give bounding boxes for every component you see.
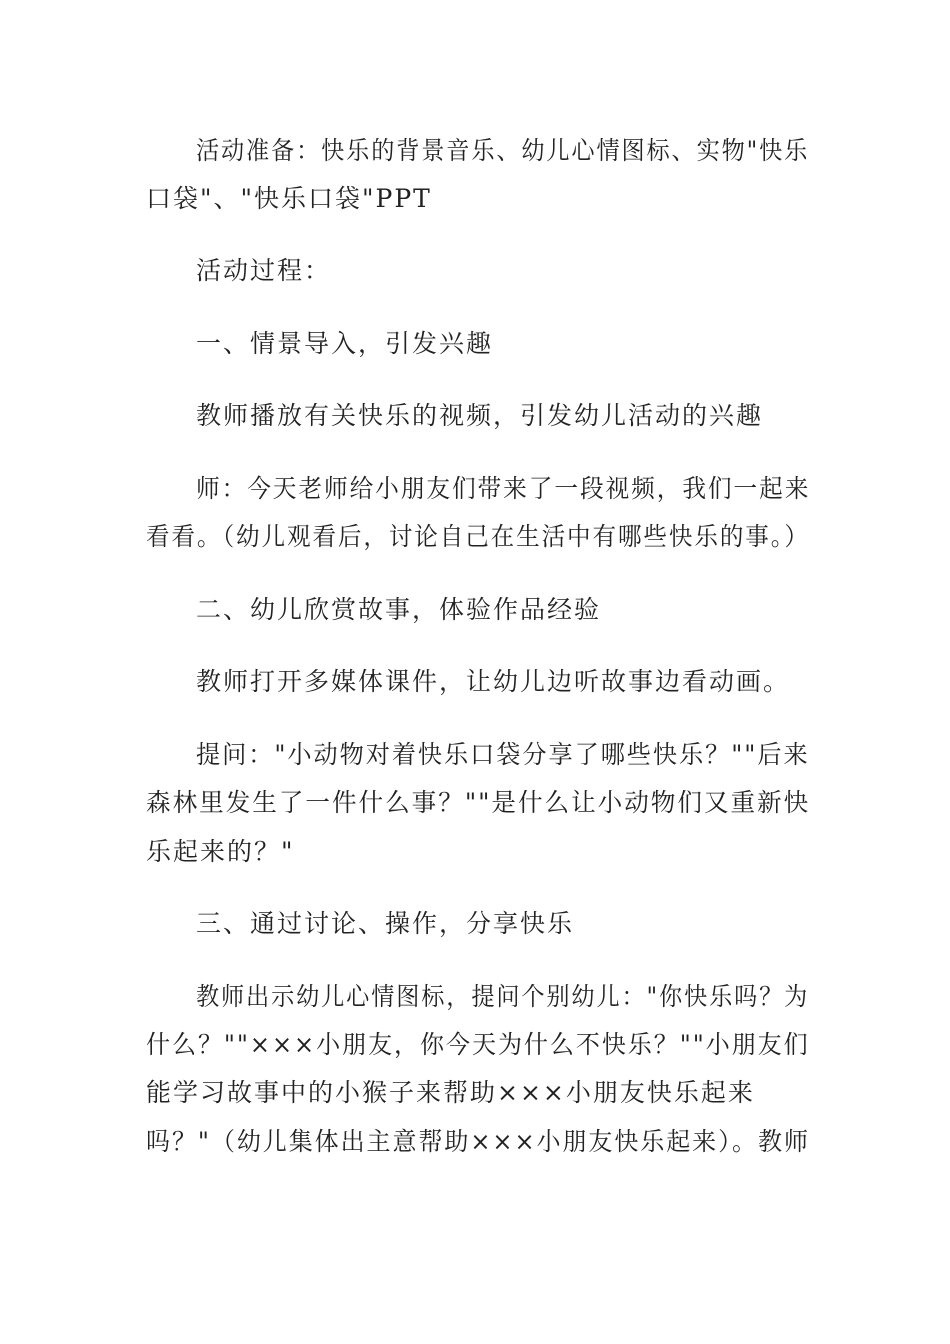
- section-1-heading: 一、情景导入，引发兴趣: [196, 329, 494, 358]
- section-2-heading: 二、幼儿欣赏故事，体验作品经验: [196, 595, 602, 624]
- text-line: 吗？"（幼儿集体出主意帮助×××小朋友快乐起来）。教师: [146, 1127, 810, 1156]
- text-line: 口袋"、"快乐口袋"PPT: [146, 184, 432, 213]
- text-line: 什么？""×××小朋友，你今天为什么不快乐？""小朋友们: [146, 1030, 810, 1059]
- text-line: 乐起来的？": [146, 837, 295, 866]
- paragraph-video: 教师播放有关快乐的视频，引发幼儿活动的兴趣: [196, 401, 764, 430]
- text-line: 能学习故事中的小猴子来帮助×××小朋友快乐起来: [146, 1078, 755, 1107]
- section-3-heading: 三、通过讨论、操作，分享快乐: [196, 909, 575, 938]
- process-heading: 活动过程：: [196, 256, 332, 285]
- text-line: 活动准备：快乐的背景音乐、幼儿心情图标、实物"快乐: [196, 136, 810, 165]
- text-line: 看看。（幼儿观看后，讨论自己在生活中有哪些快乐的事。）: [146, 522, 810, 551]
- text-line: 教师出示幼儿心情图标，提问个别幼儿："你快乐吗？为: [196, 982, 810, 1011]
- paragraph-multimedia: 教师打开多媒体课件，让幼儿边听故事边看动画。: [196, 667, 791, 696]
- text-line: 森林里发生了一件什么事？""是什么让小动物们又重新快: [146, 788, 811, 817]
- text-line: 提问："小动物对着快乐口袋分享了哪些快乐？""后来: [196, 740, 810, 769]
- text-line: 师：今天老师给小朋友们带来了一段视频，我们一起来: [196, 474, 811, 503]
